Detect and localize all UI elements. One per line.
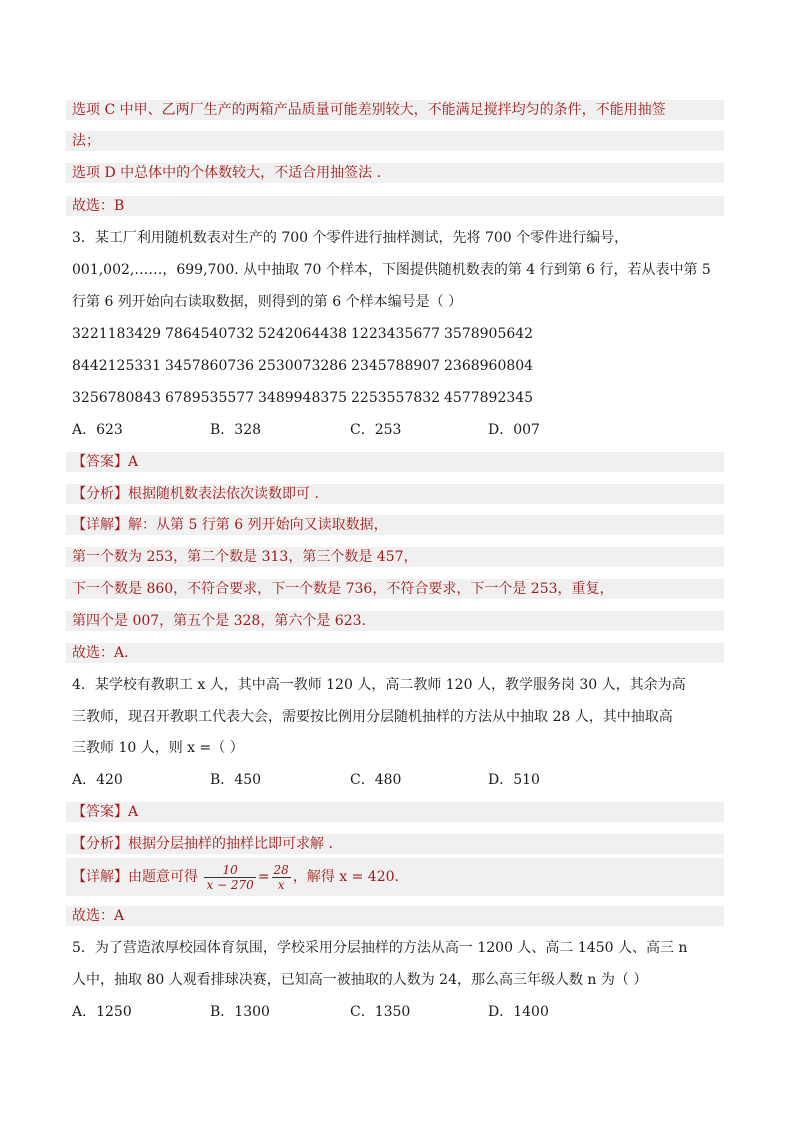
q3-detail-line1: 【详解】解：从第 5 行第 6 列开始向又读取数据，: [66, 515, 724, 535]
random-cell: 3578905642: [444, 326, 534, 342]
q3-option-b[interactable]: B．328: [210, 422, 262, 438]
q4-detail-prefix: 【详解】由题意可得: [72, 869, 198, 885]
q4-options: [66, 770, 724, 790]
q4-detail-suffix: ，解得 x = 420.: [292, 869, 399, 885]
previous-answer: 故选：B: [66, 196, 724, 216]
q4-option-c[interactable]: C．480: [350, 772, 402, 788]
q3-stem-line2: 001,002,……，699,700. 从中抽取 70 个样本，下图提供随机数表的第 4 行到第 6 行，若从表中第 5: [72, 262, 711, 278]
q4-detail: [66, 858, 724, 896]
q4-option-a[interactable]: A．420: [72, 772, 123, 788]
option-c-explanation-line2: 法；: [66, 131, 724, 151]
q3-stem-line3: 行第 6 列开始向右读取数据，则得到的第 6 个样本编号是（ ）: [72, 294, 463, 310]
q3-choose: 故选：A.: [66, 643, 724, 663]
random-cell: 6789535577: [165, 390, 255, 406]
random-cell: 7864540732: [165, 326, 255, 342]
q3-options: [66, 420, 724, 440]
q5-option-b[interactable]: B．1300: [210, 1004, 270, 1020]
option-d-explanation: 选项 D 中总体中的个体数较大，不适合用抽签法 .: [66, 163, 724, 183]
option-c-explanation-line1: 选项 C 中甲、乙两厂生产的两箱产品质量可能差别较大，不能满足搅拌均匀的条件，不能用抽签: [66, 100, 724, 120]
fraction-10-over-x-minus-270: $\frac{10}{x - 270}$: [206, 862, 254, 892]
q4-stem-line1: 4．某学校有教职工 x 人，其中高一教师 120 人，高二教师 120 人，教学服务岗 30 人，其余为高: [72, 677, 686, 693]
q4-option-d[interactable]: D．510: [488, 772, 540, 788]
q3-detail-line3: 下一个数是 860，不符合要求，下一个数是 736，不符合要求，下一个是 253，重复，: [66, 579, 724, 599]
q3-detail-line2: 第一个数为 253，第二个数是 313，第三个数是 457，: [66, 547, 724, 567]
random-cell: 2530073286: [258, 358, 348, 374]
random-cell: 1223435677: [351, 326, 441, 342]
random-cell: 2253557832: [351, 390, 441, 406]
q3-option-d[interactable]: D．007: [488, 422, 540, 438]
random-cell: 2345788907: [351, 358, 441, 374]
q4-stem-line3: 三教师 10 人，则 x =（ ）: [72, 740, 244, 756]
random-cell: 3221183429: [72, 326, 162, 342]
random-table-row-6: [66, 388, 724, 408]
q3-analysis: 【分析】根据随机数表法依次读数即可 .: [66, 484, 724, 504]
q5-option-d[interactable]: D．1400: [488, 1004, 549, 1020]
random-cell: 4577892345: [444, 390, 534, 406]
q5-option-a[interactable]: A．1250: [72, 1004, 132, 1020]
q3-stem-line1: 3．某工厂利用随机数表对生产的 700 个零件进行抽样测试，先将 700 个零件进行编号，: [72, 230, 629, 246]
q5-options: [66, 1002, 724, 1022]
q5-option-c[interactable]: C．1350: [350, 1004, 411, 1020]
q4-analysis: 【分析】根据分层抽样的抽样比即可求解 .: [66, 834, 724, 854]
random-cell: 2368960804: [444, 358, 534, 374]
q3-detail-line4: 第四个是 007，第五个是 328，第六个是 623.: [66, 611, 724, 631]
random-cell: 3489948375: [258, 390, 348, 406]
fraction-28-over-x: $\frac{28}{x}$: [273, 862, 289, 892]
random-cell: 5242064438: [258, 326, 348, 342]
random-cell: 8442125331: [72, 358, 162, 374]
q5-stem-line2: 人中，抽取 80 人观看排球决赛，已知高一被抽取的人数为 24，那么高三年级人数 n 为（ ）: [72, 972, 648, 988]
equals-sign: =: [257, 869, 270, 885]
q4-option-b[interactable]: B．450: [210, 772, 262, 788]
q3-option-a[interactable]: A．623: [72, 422, 123, 438]
q3-answer: 【答案】A: [66, 452, 724, 472]
random-cell: 3457860736: [165, 358, 255, 374]
q4-stem-line2: 三教师，现召开教职工代表大会，需要按比例用分层随机抽样的方法从中抽取 28 人，其中抽取高: [72, 709, 673, 725]
random-table-row-5: [66, 356, 724, 376]
q4-answer: 【答案】A: [66, 802, 724, 822]
random-table-row-4: [66, 324, 724, 344]
q4-choose: 故选：A: [66, 906, 724, 926]
q5-stem-line1: 5．为了营造浓厚校园体育氛围，学校采用分层抽样的方法从高一 1200 人、高二 1450 人、高三 n: [72, 940, 688, 956]
random-cell: 3256780843: [72, 390, 162, 406]
q3-option-c[interactable]: C．253: [350, 422, 402, 438]
